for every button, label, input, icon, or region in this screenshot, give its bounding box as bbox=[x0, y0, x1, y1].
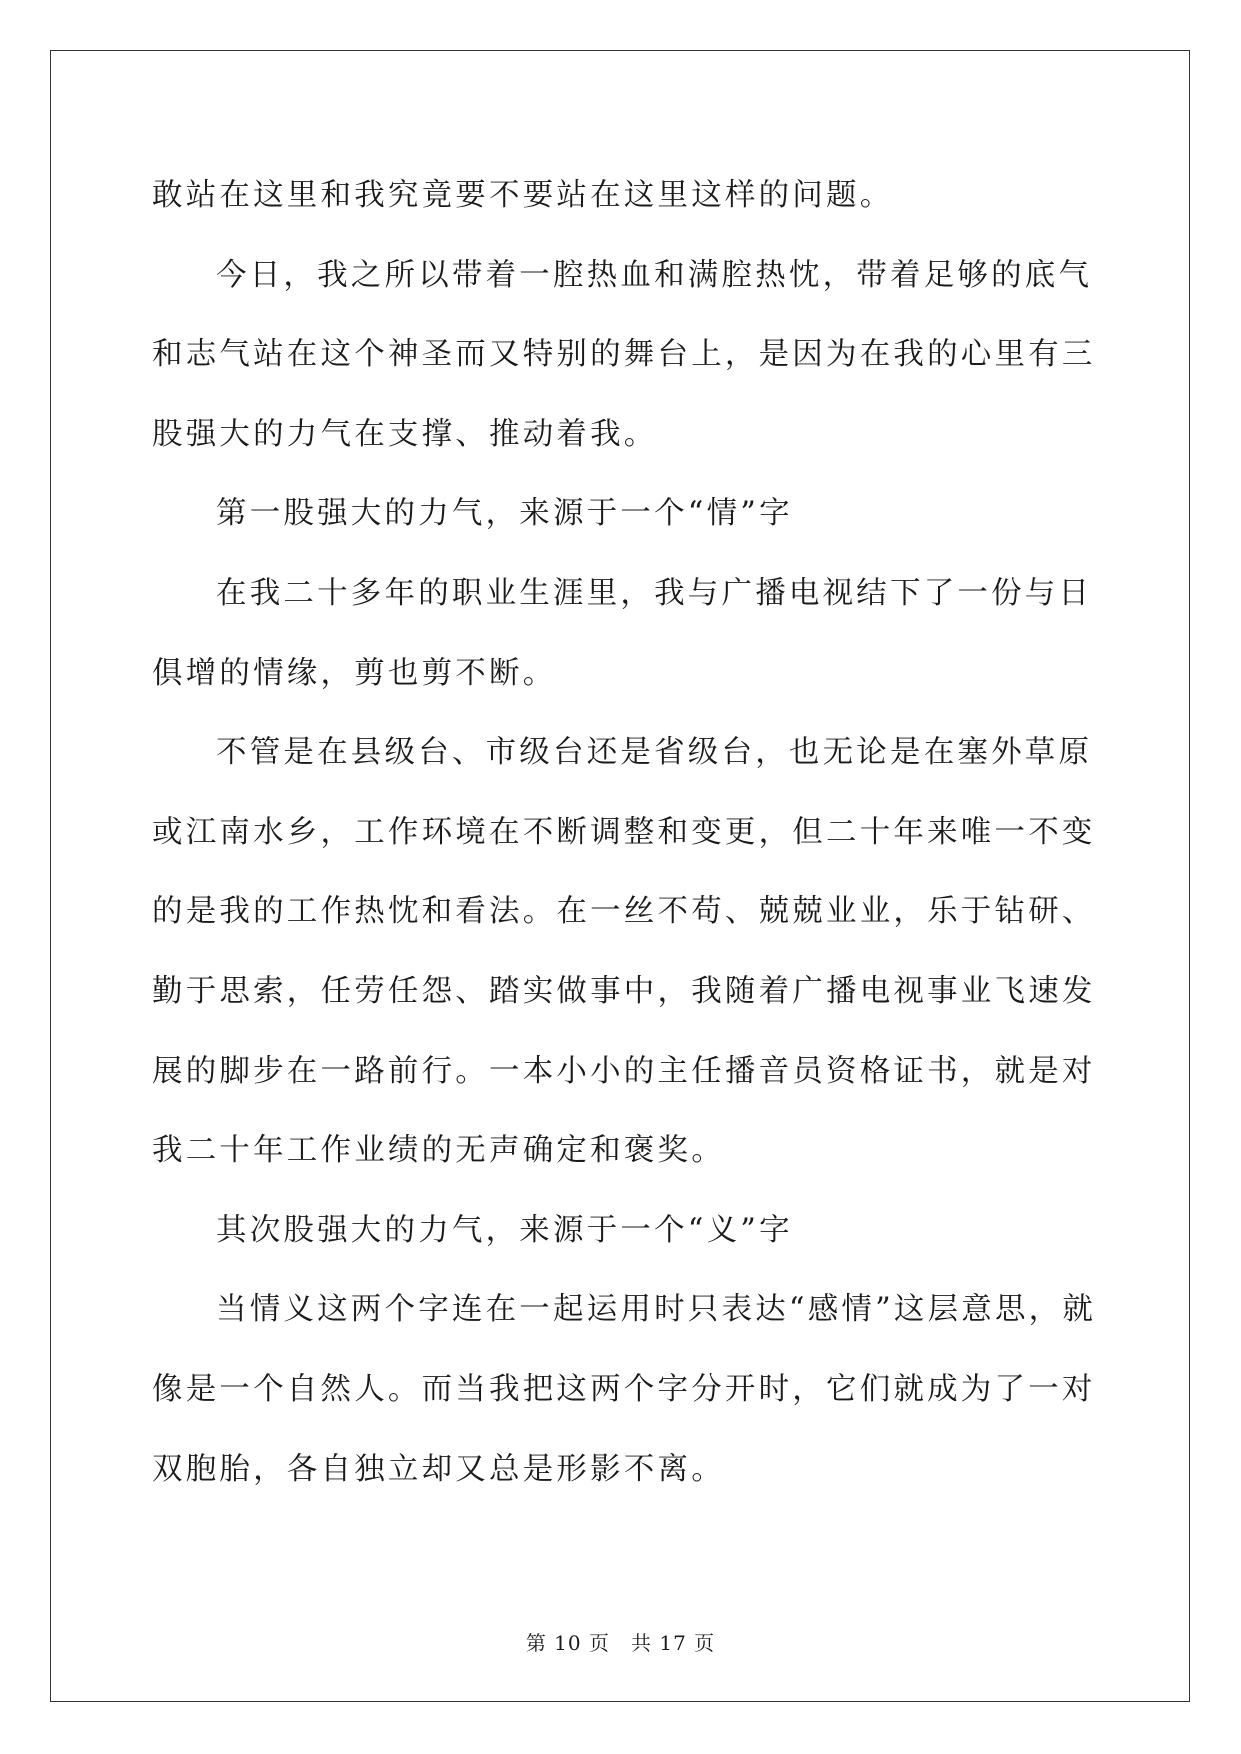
paragraph-4: 不管是在县级台、市级台还是省级台，也无论是在塞外草原或江南水乡，工作环境在不断调整和变更，但二十年来唯一不变的是我的工作热忱和看法。在一丝不苟、兢兢业业，乐于钻研、勤于思索，任劳任怨、踏实做事中，我随着广播电视事业飞速发展的脚步在一路前行。一本小小的主任播音员资格证书，就是对我二十年工作业绩的无声确定和褒奖。 bbox=[152, 735, 1096, 1169]
paragraph-5: 当情义这两个字连在一起运用时只表达“感情”这层意思，就像是一个自然人。而当我把这两个字分开时，它们就成为了一对双胞胎，各自独立却又总是形影不离。 bbox=[152, 1292, 1097, 1487]
paragraph-2: 今日，我之所以带着一腔热血和满腔热忱，带着足够的底气和志气站在这个神圣而又特别的舞台上，是因为在我的心里有三股强大的力气在支撑、推动着我。 bbox=[152, 257, 1096, 452]
page-number-footer: 第 10 页 共 17 页 bbox=[525, 1631, 716, 1655]
paragraph-1: 敢站在这里和我究竟要不要站在这里这样的问题。 bbox=[152, 178, 894, 213]
document-body bbox=[152, 158, 1107, 1509]
paragraph-3: 在我二十多年的职业生涯里，我与广播电视结下了一份与日俱增的情缘，剪也剪不断。 bbox=[152, 575, 1093, 691]
section-heading-yi: 其次股强大的力气，来源于一个“义”字 bbox=[216, 1212, 793, 1248]
section-heading-qing: 第一股强大的力气，来源于一个“情”字 bbox=[216, 496, 793, 532]
